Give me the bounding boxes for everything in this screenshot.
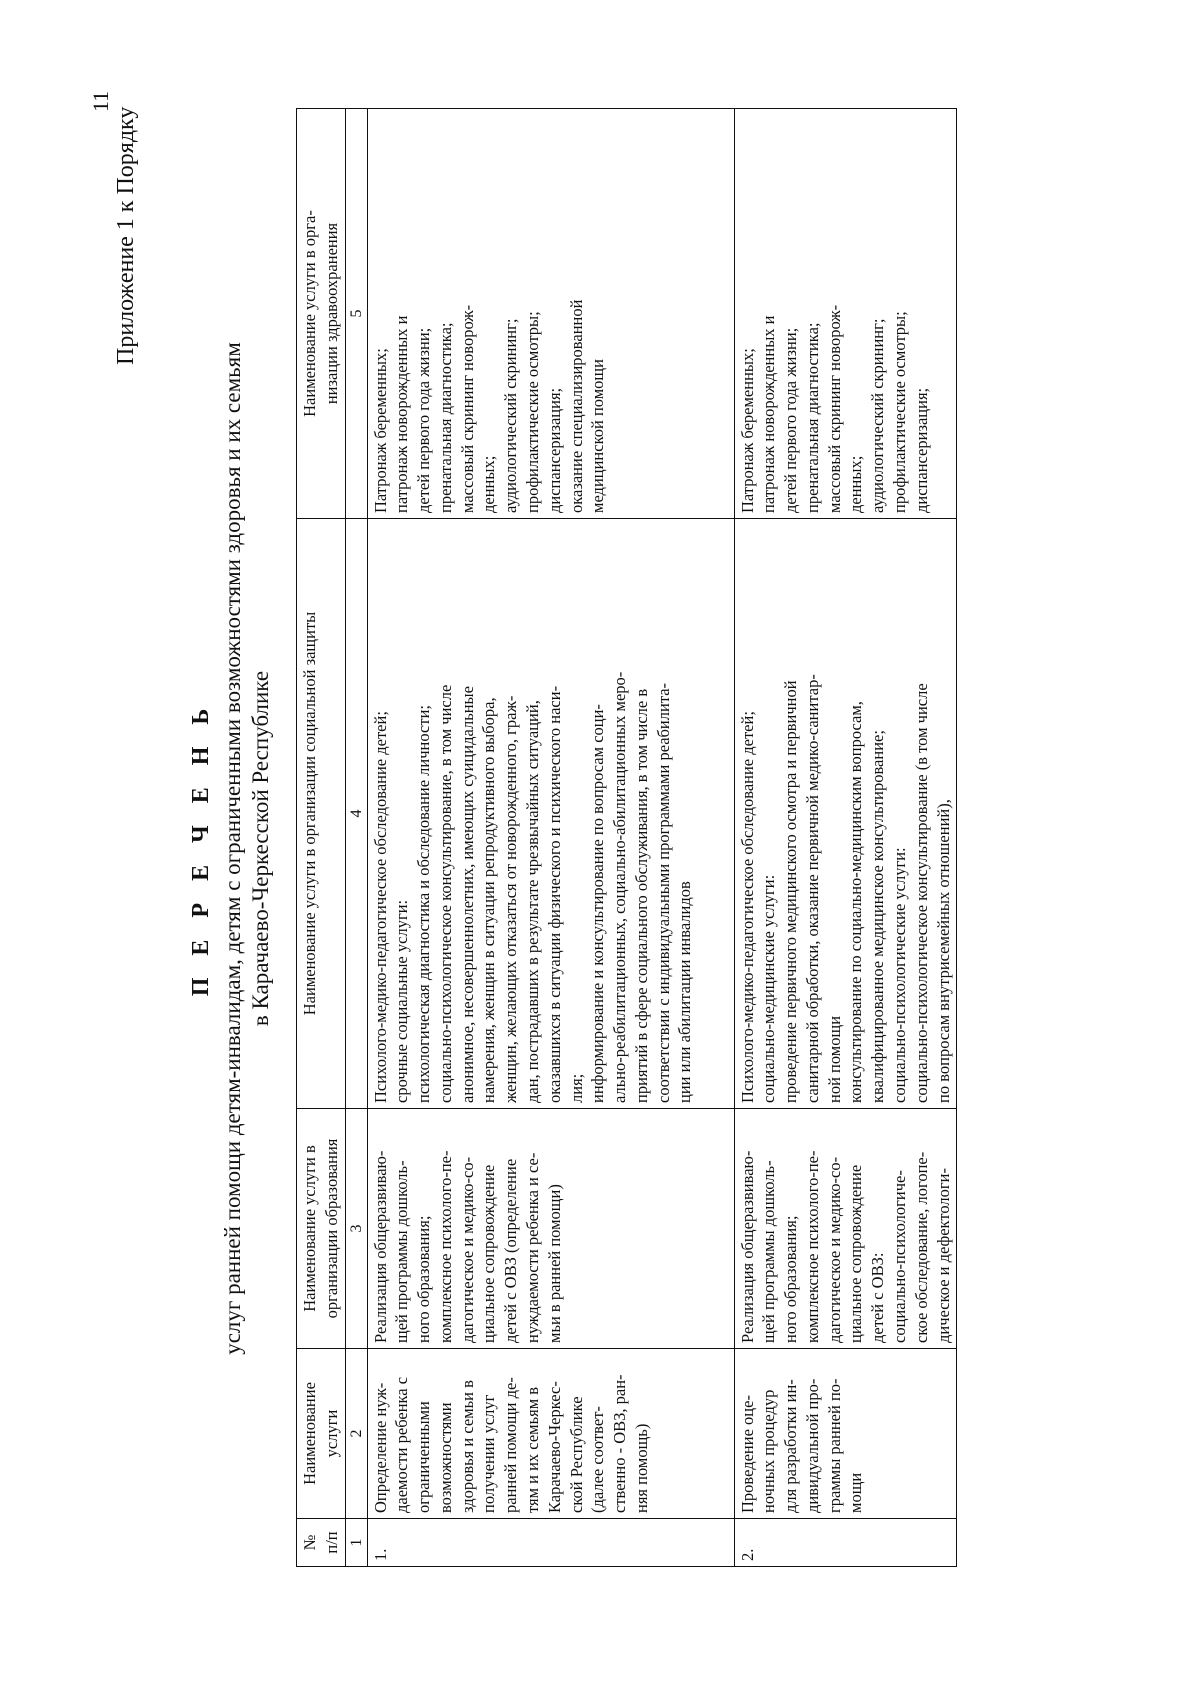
cell-text-line: Реализация общеразвиваю-	[370, 1150, 390, 1343]
cell-text-line: нуждаемости ребенка и се-	[523, 1152, 542, 1343]
cell-text-line: диспансеризация;	[911, 387, 931, 513]
cell-text-line: срочные социальные услуги:	[392, 899, 412, 1103]
cell-text-line: соответствии с индивидуальными программами реабилита-	[653, 682, 673, 1103]
cell-text-line: социально-психологиче-	[890, 1170, 909, 1343]
cell-text-line: Наименование услуги в организации социальной защиты	[300, 611, 319, 1016]
cell-text-line: медицинской помощи	[588, 359, 608, 513]
column-number: 1	[345, 1519, 367, 1567]
appendix-label: Приложение 1 к Порядку	[113, 106, 139, 365]
cell-text-line: санитарной обработки, оказание первичной медико-санитар-	[802, 674, 822, 1103]
cell-text-line: консультирование по социально-медицинским вопросам,	[846, 701, 866, 1103]
cell-text-line: проведение первичного медицинского осмотра и первичной	[781, 680, 801, 1103]
cell-text-line: дагогическое и медико-со-	[457, 1156, 477, 1343]
cell-text-line: низации здравоохранения	[321, 222, 341, 405]
cell-text-line: здоровья и семьи в	[457, 1380, 477, 1513]
cell-text-line: комплексное психолого-пе-	[435, 1150, 455, 1343]
cell-text-line: дическое и дефектологи-	[933, 1168, 953, 1343]
cell-text-line: Психолого-медико-педагогическое обследование детей;	[370, 711, 390, 1103]
column-number: 2	[345, 1349, 367, 1519]
cell-text-line: услуги	[321, 1409, 341, 1458]
document-title: П Е Р Е Ч Е Н Ь	[188, 700, 214, 997]
cell-text-line: няя помощь)	[631, 1423, 651, 1513]
cell-text-line: комплексное психолого-пе-	[802, 1150, 822, 1343]
health-service-cell	[734, 109, 957, 519]
cell-text-line: ции или абилитации инвалидов	[675, 881, 695, 1103]
cell-text-line: Наименование услуги в	[300, 1145, 319, 1312]
cell-text-line: патронаж новорожденных и	[392, 315, 412, 513]
cell-text-line: для разработки ин-	[781, 1379, 801, 1513]
cell-text-line: аудиологический скрининг;	[868, 318, 888, 513]
cell-text-line: циальное сопровождение	[846, 1164, 866, 1343]
service-name-cell	[367, 1349, 734, 1519]
cell-text-line: получении услуг	[479, 1394, 499, 1513]
header-col-4	[297, 519, 346, 1109]
cell-text-line: оказание специализированной	[566, 299, 586, 513]
cell-text-line: даемости ребенка с	[392, 1376, 412, 1513]
document-subtitle-line2: в Карачаево-Черкесской Республике	[248, 670, 273, 1027]
row-number: 2.	[734, 1519, 957, 1567]
header-col-5	[297, 109, 346, 519]
social-service-cell	[367, 519, 734, 1109]
header-col-2	[297, 1349, 346, 1519]
health-service-cell	[367, 109, 734, 519]
cell-text-line: ного образования;	[414, 1215, 434, 1343]
cell-text-line: Психолого-медико-педагогическое обследование детей;	[737, 711, 757, 1103]
cell-text-line: п/п	[321, 1531, 341, 1554]
column-number: 5	[345, 109, 367, 519]
cell-text-line: ально-реабилитационных, социально-абилитационных меро-	[610, 671, 630, 1103]
cell-text-line: мьи в ранней помощи)	[544, 1184, 564, 1343]
cell-text-line: ограниченными	[414, 1401, 434, 1513]
cell-text-line: щей программы дошколь-	[759, 1160, 779, 1343]
cell-text-line: возможностями	[435, 1402, 455, 1513]
cell-text-line: психологическая диагностика и обследование личности;	[414, 705, 434, 1103]
cell-text-line: Патронаж беременных;	[737, 348, 757, 513]
cell-text-line: детей с ОВЗ (определение	[501, 1158, 521, 1343]
page-number: 11	[88, 90, 113, 112]
header-col-1	[297, 1519, 346, 1567]
education-service-cell	[734, 1109, 957, 1349]
document-subtitle-line1: услуг ранней помощи детям-инвалидам, детям с ограниченными возможностями здоровья и их семьям	[220, 342, 245, 1355]
cell-text-line: детей первого года жизни;	[414, 327, 434, 513]
cell-text-line: анонимное, несовершеннолетних, имеющих суицидальные	[457, 686, 477, 1103]
cell-text-line: циальное сопровождение	[479, 1164, 499, 1343]
cell-text-line: щей программы дошколь-	[392, 1160, 412, 1343]
cell-text-line: квалифицированное медицинское консультирование;	[868, 730, 888, 1103]
cell-text-line: аудиологический скрининг;	[501, 318, 521, 513]
row-number: 1.	[367, 1519, 734, 1567]
cell-text-line: женщин, желающих отказаться от новорожденного, граж-	[501, 695, 521, 1103]
cell-text-line: Наименование	[300, 1382, 319, 1485]
cell-text-line: массовый скрининг новорож-	[457, 304, 477, 513]
cell-text-line: социально-психологические услуги:	[890, 847, 909, 1103]
cell-text-line: ранней помощи де-	[501, 1377, 521, 1513]
cell-text-line: Определение нуж-	[370, 1382, 390, 1513]
cell-text-line: детей первого года жизни;	[781, 327, 801, 513]
service-name-cell	[734, 1349, 957, 1519]
cell-text-line: массовый скрининг новорож-	[824, 304, 844, 513]
education-service-cell	[367, 1109, 734, 1349]
cell-text-line: социально-психологическое консультирование, в том числе	[435, 684, 455, 1103]
cell-text-line: ственно - ОВЗ, ран-	[610, 1374, 630, 1513]
cell-text-line: ной помощи	[824, 1015, 844, 1103]
column-number-row	[345, 109, 367, 1567]
column-number: 4	[345, 519, 367, 1109]
table-header-row	[297, 109, 346, 1567]
cell-text-line: патронаж новорожденных и	[759, 315, 779, 513]
cell-text-line: мощи	[846, 1472, 866, 1513]
cell-text-line: (далее соответ-	[588, 1406, 608, 1513]
cell-text-line: диспансеризация;	[544, 387, 564, 513]
cell-text-line: Наименование услуги в орга-	[300, 210, 319, 417]
cell-text-line: организации образования	[321, 1138, 341, 1319]
cell-text-line: ское обследование, логопе-	[911, 1151, 931, 1343]
cell-text-line: информирование и консультирование по вопросам соци-	[588, 704, 608, 1103]
cell-text-line: дагогическое и медико-со-	[824, 1156, 844, 1343]
cell-text-line: №	[300, 1534, 319, 1551]
cell-text-line: граммы ранней по-	[824, 1378, 844, 1513]
table-row	[367, 109, 734, 1567]
cell-text-line: Патронаж беременных;	[370, 348, 390, 513]
cell-text-line: пренатальная диагностика;	[802, 322, 822, 513]
cell-text-line: Проведение оце-	[737, 1395, 757, 1513]
cell-text-line: Карачаево-Черкес-	[544, 1381, 564, 1513]
header-col-3	[297, 1109, 346, 1349]
table-row	[734, 109, 957, 1567]
cell-text-line: дивидуальной про-	[802, 1378, 822, 1513]
cell-text-line: оказавшихся в ситуации физического и психического наси-	[544, 685, 564, 1103]
cell-text-line: профилактические осмотры;	[890, 311, 909, 513]
cell-text-line: социально-медицинские услуги:	[759, 874, 779, 1103]
cell-text-line: денных;	[846, 455, 866, 513]
services-table	[296, 108, 957, 1567]
cell-text-line: дан, пострадавших в результате чрезвычайных ситуаций,	[523, 700, 542, 1103]
cell-text-line: ской Республике	[566, 1396, 586, 1513]
cell-text-line: ного образования;	[781, 1215, 801, 1343]
cell-text-line: по вопросам внутрисемейных отношений),	[933, 799, 953, 1103]
cell-text-line: пренатальная диагностика;	[435, 322, 455, 513]
cell-text-line: социально-психологическое консультирование (в том числе	[911, 683, 931, 1103]
cell-text-line: профилактические осмотры;	[523, 311, 542, 513]
cell-text-line: приятий в сфере социального обслуживания, в том числе в	[631, 688, 651, 1103]
cell-text-line: денных;	[479, 455, 499, 513]
cell-text-line: лия;	[566, 1073, 586, 1103]
cell-text-line: Реализация общеразвиваю-	[737, 1150, 757, 1343]
cell-text-line: ночных процедур	[759, 1389, 779, 1513]
cell-text-line: тям и их семьям в	[523, 1386, 542, 1513]
cell-text-line: намерения, женщин в ситуации репродуктивного выбора,	[479, 697, 499, 1103]
cell-text-line: детей с ОВЗ:	[868, 1252, 888, 1343]
social-service-cell	[734, 519, 957, 1109]
column-number: 3	[345, 1109, 367, 1349]
